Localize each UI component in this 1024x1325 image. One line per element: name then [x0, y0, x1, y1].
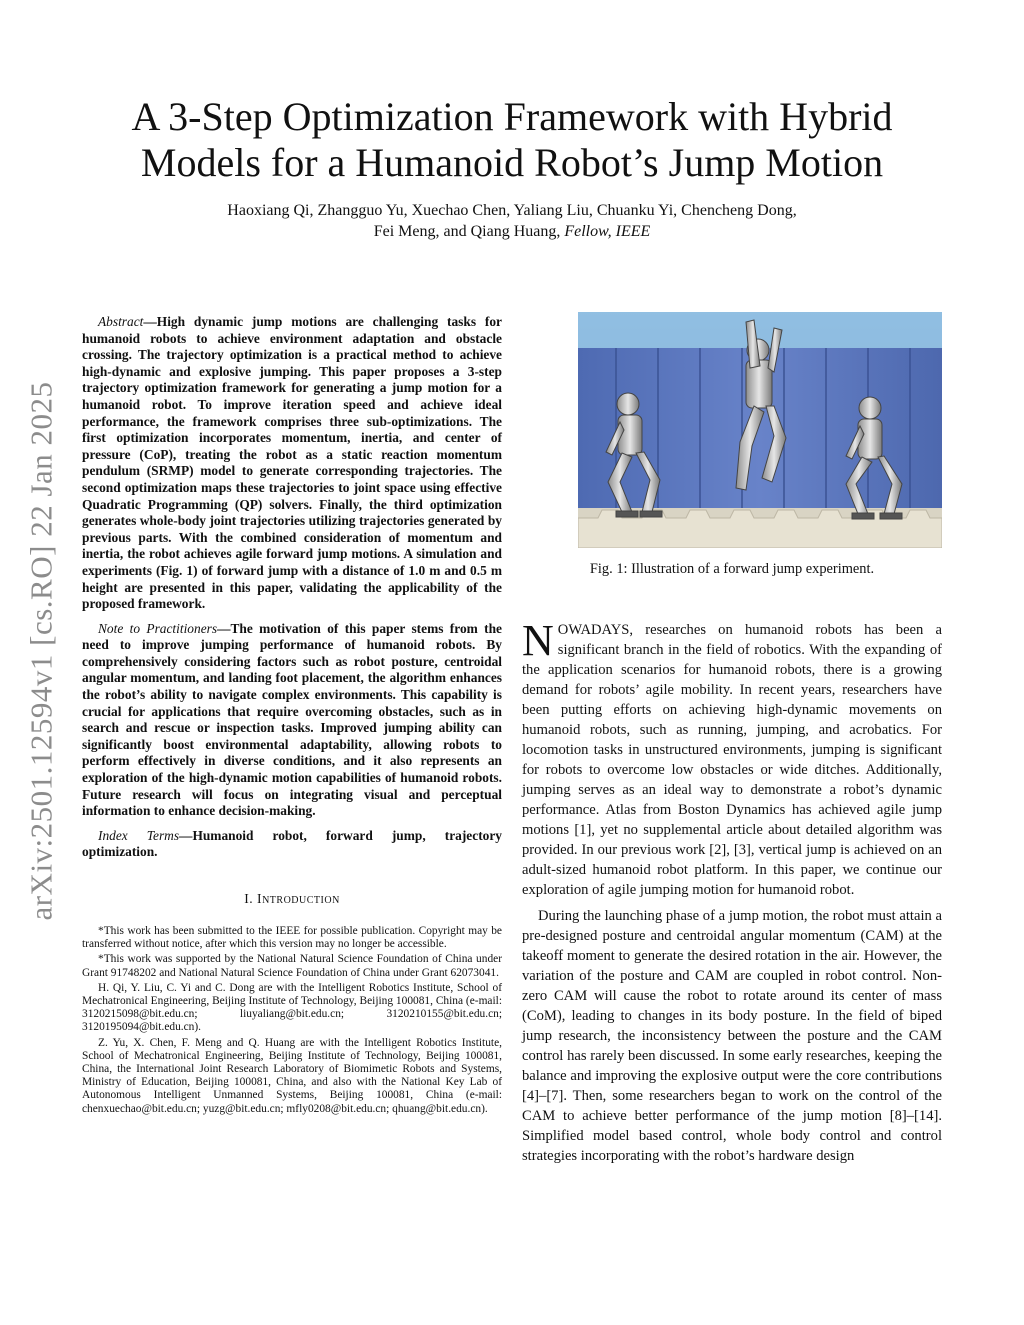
- intro-paragraph-1: [522, 616, 942, 900]
- figure-1: [522, 312, 942, 578]
- figure-caption: Fig. 1: Illustration of a forward jump experiment.: [589, 561, 875, 577]
- authors-line-1: Haoxiang Qi, Zhangguo Yu, Xuechao Chen, Yaliang Liu, Chuanku Yi, Chencheng Dong,: [227, 202, 797, 219]
- index-terms-text: —Humanoid robot, forward jump, trajectory optimization.: [82, 827, 502, 860]
- section-number: I.: [244, 891, 254, 906]
- intro-paragraph-1-text: , researches on humanoid robots has been a significant branch in the field of robotics. With the expanding of the application scenarios for humanoid robots, there is a growing demand for robots’ agile mobility. In recent years, researchers have been putting efforts on achieving high-dynamic movements on humanoid robots, such as running, jumping, and acrobatics. For locomotion tasks in unstructured environments, jumping is significant for robots to overcome low obstacles or wide ditches. Additionally, jumping serves as an ideal way to demonstrate a robot’s dynamic performance. Atlas from Boston Dynamics has achieved agile jump motions [1], yet no supplemental article about detailed algorithm was provided. In our previous work [2], [3], vertical jump is achieved on an adult-sized humanoid robot platform. In this paper, we continue our exploration of agile jumping motion for humanoid robot.: [522, 622, 942, 898]
- index-terms: [82, 828, 502, 861]
- drop-cap: N: [522, 616, 554, 665]
- paper-title: [80, 94, 944, 186]
- footnote-funding: *This work was supported by the National Natural Science Foundation of China under Grant 91748202 and National Natural Science Foundation of China under Grant 62073041.: [82, 953, 502, 979]
- footnote-affiliation-1: H. Qi, Y. Liu, C. Yi and C. Dong are with the Intelligent Robotics Institute, School of Mechatronical Engineering, Beijing Institute of Technology, Beijing 100081, China (e-mail: 3120215098@bit.edu.cn; liuyaliang@bit.edu.cn; 3120210155@bit.edu.cn; 3120195094@bit.edu.cn).: [82, 981, 502, 1034]
- intro-paragraph-2: During the launching phase of a jump motion, the robot must attain a pre-designed posture and centroidal angular momentum (CAM) at the takeoff moment to generate the desired rotation in the air. However, the variation of the posture and CAM are coupled in robot control. Non-zero CAM will cause the robot to rotate around its center of mass (CoM), leading to changes in its body posture. In the field of biped jump research, the inconsistency between the posture and the CAM control has rarely been discussed. In some early researches, keeping the balance and improving the explosive output were the core contributions [4]–[7]. Then, some researchers began to work on the control of the CAM to achieve better performance of the jump motion [8]–[14]. Simplified model based control, whole body control and control strategies incorporating with the robot’s hardware design: [522, 908, 942, 1164]
- author-list: [80, 200, 944, 242]
- section-heading-introduction: [82, 891, 502, 907]
- title-line-1: A 3-Step Optimization Framework with Hybrid: [131, 94, 893, 139]
- abstract-label: Abstract: [98, 314, 144, 329]
- right-column: [522, 312, 942, 1166]
- intro-first-word: OWADAYS: [557, 622, 630, 638]
- footnotes: [82, 925, 502, 1116]
- robot-jump-photo: [578, 312, 942, 548]
- index-terms-label: Index Terms: [98, 827, 180, 843]
- note-text: —The motivation of this paper stems from the need to improve jumping performance of humanoid robots. By comprehensively considering factors such as robot posture, centroidal angular momentum, and landing foot placement, the algorithm enhances the robot’s ability to navigate complex environments. This capability is crucial for applications that require overcoming obstacles, such as in search and rescue or inspection tasks. Improved jumping ability can significantly boost environmental adaptability, allowing robots to perform effectively in diverse conditions, and it also represents an exploration of the high-dynamic motion capabilities of humanoid robots. Future research will focus on integrating visual and perceptual information to enhance decision-making.: [82, 620, 502, 819]
- section-title: Introduction: [257, 891, 340, 906]
- arxiv-identifier: [16, 358, 68, 944]
- abstract-text: —High dynamic jump motions are challenging tasks for humanoid robots to achieve environment adaptation and obstacle crossing. The trajectory optimization is a practical method to achieve high-dynamic and explosive jumping. This paper proposes a 3-step trajectory optimization framework for generating a jump motion for a humanoid robot. To improve iteration speed and achieve ideal performance, the framework comprises three sub-optimizations. The first optimization incorporates momentum, inertia, and center of pressure (CoP), treating the robot as a static reaction momentum pendulum (SRMP) model to generate corresponding trajectories. The second optimization maps these trajectories to joint space using effective Quadratic Programming (QP) solvers. Finally, the third optimization generates whole-body joint trajectories utilizing trajectories generated by previous parts. With the combined consideration of momentum and inertia, the robot achieves agile forward jump motions. A simulation and experiments (Fig. 1) of forward jump with a distance of 1.0 m and 0.5 m height are presented in this paper, validating the applicability of the proposed framework.: [82, 314, 502, 612]
- authors-line-2-main: Fei Meng, and Qiang Huang,: [373, 223, 565, 240]
- authors-line-2: [80, 221, 944, 242]
- footnote-submission: *This work has been submitted to the IEEE for possible publication. Copyright may be transferred without notice, after which this version may no longer be accessible.: [82, 925, 502, 951]
- author-fellow-title: Fellow, IEEE: [564, 223, 651, 240]
- note-to-practitioners: [82, 621, 502, 820]
- left-column: [82, 314, 502, 1118]
- note-label: Note to Practitioners: [98, 620, 218, 636]
- title-line-2: Models for a Humanoid Robot’s Jump Motion: [140, 140, 884, 185]
- footnote-affiliation-2: Z. Yu, X. Chen, F. Meng and Q. Huang are with the Intelligent Robotics Institute, School of Mechatronical Engineering, Beijing Institute of Technology, Beijing 100081, China, the International Joint Research Laboratory of Biomimetic Robots and Systems, Ministry of Education, Beijing 100081, China, and also with the National Key Lab of Autonomous Intelligent Unmanned Systems, Beijing 100081, China (e-mail: chenxuechao@bit.edu.cn; yuzg@bit.edu.cn; mfly0208@bit.edu.cn; qhuang@bit.edu.cn).: [82, 1036, 502, 1115]
- abstract: [82, 314, 502, 613]
- arxiv-identifier-text: arXiv:2501.12594v1 [cs.RO] 22 Jan 2025: [24, 381, 59, 921]
- introduction-body: [522, 616, 942, 1166]
